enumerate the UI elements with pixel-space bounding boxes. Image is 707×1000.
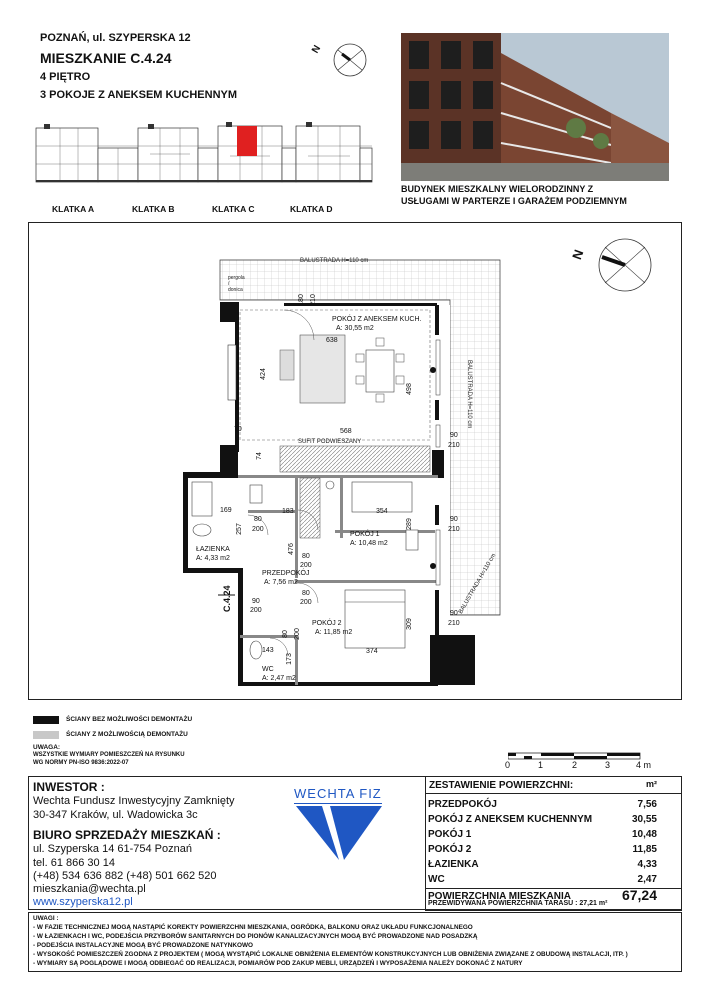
dim-289: 289 bbox=[405, 518, 413, 530]
compass-large-n: N bbox=[569, 247, 587, 262]
note-line-2: WG NORMY PN-ISO 9836:2022-07 bbox=[33, 760, 129, 766]
balustrade-top: BALUSTRADA H=110 cm bbox=[300, 258, 369, 264]
dim-354: 354 bbox=[376, 508, 388, 515]
remark-1: - W FAZIE TECHNICZNEJ MOGĄ NASTĄPIĆ KOREKTY POWIERZCHNI MIESZKANIA, OGRÓDKA, BALKONU ORAZ UKŁADU FUNKCJONALNEGO bbox=[33, 924, 473, 931]
dim-90-b: 90 bbox=[450, 516, 458, 523]
investor-line-1: Wechta Fundusz Inwestycyjny Zamknięty bbox=[33, 795, 235, 807]
remark-2: - W ŁAZIENKACH I WC, PODEJŚCIA PRZYBORÓW SANITARNYCH DO PIONÓW KANALIZACYJNYCH MOGĄ BYĆ PROWADZONE NAD POSADZKĄ bbox=[33, 933, 478, 940]
brand-underline bbox=[294, 803, 382, 804]
dim-638: 638 bbox=[326, 337, 338, 344]
dim-90-d: 90 bbox=[252, 598, 260, 605]
legend-swatch-fixed bbox=[33, 716, 59, 724]
dim-90-a: 90 bbox=[450, 432, 458, 439]
remark-5: - WYMIARY SĄ POGLĄDOWE I MOGĄ ODBIEGAĆ OD REALIZACJI, POMIARÓW POD ZAKUP MEBLI, URZĄDZEŃ I WYPOSAŻENIA NALEŻY DOKONAĆ Z NATURY bbox=[33, 960, 523, 967]
room-pokoj2-name: POKÓJ 2 bbox=[312, 620, 342, 627]
total-value: 67,24 bbox=[621, 887, 657, 903]
remark-3: - PODEJŚCIA INSTALACYJNE MOGĄ BYĆ PROWADZONE NATYNKOWO bbox=[33, 942, 254, 949]
legend-fixed-walls: ŚCIANY BEZ MOŻLIWOŚCI DEMONTAŻU bbox=[66, 716, 193, 723]
address: POZNAŃ, ul. SZYPERSKA 12 bbox=[40, 32, 191, 44]
room-living-area: A: 30,55 m2 bbox=[336, 325, 374, 332]
investor-line-2: 30-347 Kraków, ul. Wadowicka 3c bbox=[33, 809, 198, 821]
dim-80-c: 80 bbox=[302, 590, 310, 597]
staircase-d: KLATKA D bbox=[290, 204, 333, 214]
dim-210-a: 210 bbox=[448, 442, 460, 449]
note-line-1: WSZYSTKIE WYMIARY POMIESZCZEŃ NA RYSUNKU bbox=[33, 752, 185, 758]
remarks-box bbox=[28, 912, 682, 972]
areas-unit: m² bbox=[646, 779, 657, 789]
staircase-c: KLATKA C bbox=[212, 204, 255, 214]
staircase-a: KLATKA A bbox=[52, 204, 95, 214]
dim-309: 309 bbox=[405, 618, 413, 630]
sales-mobiles: (+48) 534 636 882 (+48) 501 662 520 bbox=[33, 870, 217, 882]
room-pokoj2-area: A: 11,85 m2 bbox=[315, 629, 353, 636]
areas-heading: ZESTAWIENIE POWIERZCHNI: bbox=[429, 780, 574, 791]
brand-logo bbox=[296, 806, 382, 860]
balustrade-right: BALUSTRADA H=110 cm bbox=[466, 360, 472, 429]
room-hall-area: A: 7,56 m2 bbox=[264, 579, 298, 586]
room-hall-name: PRZEDPOKÓJ bbox=[262, 570, 310, 577]
remark-4: - WYSOKOŚĆ POMIESZCZEŃ ZGODNA Z PROJEKTEM ( MOGĄ WYSTĄPIĆ LOKALNE OBNIŻENIA ELEMENTÓW KONSTRUKCYJNYCH LUB OBNIŻENIA ZWIĄZANE Z OBUDOWĄ INSTALACJI, ITP. ) bbox=[33, 951, 628, 958]
dim-169: 169 bbox=[220, 507, 232, 514]
brand-name: WECHTA FIZ bbox=[294, 786, 382, 801]
dim-200-a: 200 bbox=[252, 526, 264, 533]
room-living-name: POKÓJ Z ANEKSEM KUCH. bbox=[332, 316, 422, 323]
compass-small-n: N bbox=[310, 43, 324, 56]
dim-210: 210 bbox=[309, 294, 317, 306]
dim-424: 424 bbox=[259, 368, 267, 380]
dim-173: 173 bbox=[285, 653, 293, 665]
room-pokoj1-name: POKÓJ 1 bbox=[350, 531, 380, 538]
scale-bar bbox=[508, 748, 642, 758]
legend-swatch-removable bbox=[33, 731, 59, 739]
dim-210-c: 210 bbox=[448, 620, 460, 627]
scale-3: 3 bbox=[605, 760, 611, 770]
dim-200-e: 200 bbox=[293, 628, 301, 640]
dim-80-a: 80 bbox=[254, 516, 262, 523]
compass-large bbox=[560, 235, 670, 295]
staircase-b: KLATKA B bbox=[132, 204, 175, 214]
compass-small bbox=[312, 40, 372, 80]
scale-0: 0 bbox=[505, 760, 511, 770]
dim-476: 476 bbox=[287, 543, 295, 555]
dim-80-e: 80 bbox=[281, 630, 289, 638]
floor-label: 4 PIĘTRO bbox=[40, 71, 91, 83]
areas-divider bbox=[426, 793, 681, 794]
dim-210-b: 210 bbox=[448, 526, 460, 533]
dim-180: 180 bbox=[297, 294, 305, 306]
terrace-area: PRZEWIDYWANA POWIERZCHNIA TARASU : 27,21 m² bbox=[428, 900, 608, 907]
room-bath-name: ŁAZIENKA bbox=[196, 546, 230, 553]
building-caption-2: USŁUGAMI W PARTERZE I GARAŻEM PODZIEMNYM bbox=[401, 196, 627, 206]
soffit-label: SUFIT PODWIESZANY bbox=[298, 439, 362, 445]
room-wc-area: A: 2,47 m2 bbox=[262, 675, 296, 682]
dim-70: 70 bbox=[234, 426, 242, 433]
balustrade-bottom: BALUSTRADA H=110 cm bbox=[458, 552, 498, 615]
planter-label: pergola / donica bbox=[228, 275, 245, 293]
key-plan bbox=[30, 118, 378, 198]
room-wc-name: WC bbox=[262, 666, 274, 673]
sales-website[interactable]: www.szyperska12.pl bbox=[33, 896, 133, 908]
building-caption-1: BUDYNEK MIESZKALNY WIELORODZINNY Z bbox=[401, 184, 594, 194]
remarks-title: UWAGI : bbox=[33, 915, 59, 922]
dim-80-b: 80 bbox=[302, 553, 310, 560]
dim-183: 183 bbox=[282, 508, 294, 515]
total-label: POWIERZCHNIA MIESZKANIA bbox=[428, 891, 571, 902]
dim-200-b: 200 bbox=[300, 562, 312, 569]
dim-257: 257 bbox=[235, 523, 243, 535]
apartment-code: C.4.24 bbox=[222, 585, 232, 612]
sales-heading: BIURO SPRZEDAŻY MIESZKAŃ : bbox=[33, 828, 221, 842]
rooms-label: 3 POKOJE Z ANEKSEM KUCHENNYM bbox=[40, 89, 238, 101]
note-title: UWAGA: bbox=[33, 744, 61, 751]
dim-200-c: 200 bbox=[300, 599, 312, 606]
room-bath-area: A: 4,33 m2 bbox=[196, 555, 230, 562]
sales-phone: tel. 61 866 30 14 bbox=[33, 857, 115, 869]
room-pokoj1-area: A: 10,48 m2 bbox=[350, 540, 388, 547]
scale-1: 1 bbox=[538, 760, 544, 770]
dim-74: 74 bbox=[255, 452, 263, 460]
scale-2: 2 bbox=[572, 760, 578, 770]
areas-table: ZESTAWIENIE POWIERZCHNI: m² PRZEDPOKÓJ 7,56 POKÓJ Z ANEKSEM KUCHENNYM 30,55 POKÓJ 1 10,48 POKÓJ 2 11,85 ŁAZIENKA 4,33 WC 2,47 POWIERZCHNIA MIESZKANIA 67,24 bbox=[425, 776, 682, 910]
sales-email[interactable]: mieszkania@wechta.pl bbox=[33, 883, 146, 895]
sales-address: ul. Szyperska 14 61-754 Poznań bbox=[33, 843, 192, 855]
dim-374: 374 bbox=[366, 648, 378, 655]
dim-143: 143 bbox=[262, 647, 274, 654]
dim-498: 498 bbox=[405, 383, 413, 395]
dim-568: 568 bbox=[340, 428, 352, 435]
dim-200-d: 200 bbox=[250, 607, 262, 614]
terrace-divider bbox=[425, 910, 682, 911]
apartment-title: MIESZKANIE C.4.24 bbox=[40, 50, 172, 66]
legend-removable-walls: ŚCIANY Z MOŻLIWOŚCIĄ DEMONTAŻU bbox=[66, 731, 188, 738]
dim-90-c: 90 bbox=[450, 610, 458, 617]
building-photo bbox=[401, 33, 669, 181]
investor-heading: INWESTOR : bbox=[33, 780, 105, 794]
scale-4: 4 m bbox=[636, 760, 652, 770]
